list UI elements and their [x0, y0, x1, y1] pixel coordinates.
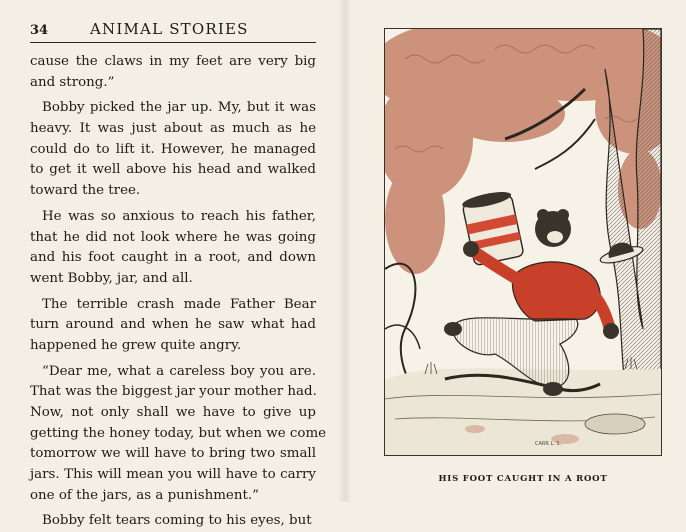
illustration-signature: CARR L. S. — [535, 441, 562, 447]
text-line: that he did not look where he was going — [30, 229, 316, 245]
illustration-bear-falling — [385, 29, 661, 455]
text-line: cause the claws in my feet are very big — [30, 54, 316, 69]
paragraph — [30, 362, 327, 507]
paragraph — [30, 52, 316, 93]
text-line: toward the tree. — [30, 183, 141, 199]
right-page — [350, 0, 686, 502]
text-line: and strong.” — [30, 74, 115, 90]
header-rule — [30, 42, 316, 43]
text-line: could do to lift it. However, he managed — [30, 141, 316, 157]
text-line: Bobby felt tears coming to his eyes, but — [42, 513, 312, 529]
page-header — [30, 20, 316, 42]
text-line: The terrible crash made Father Bear — [42, 296, 316, 312]
text-line: Now, not only shall we have to give up — [30, 405, 316, 420]
page-number: 34 — [30, 23, 49, 38]
text-line: Bobby picked the jar up. My, but it was — [42, 100, 316, 116]
text-line: turn around and when he saw what had — [30, 317, 316, 333]
paragraph — [30, 295, 316, 357]
paragraph — [30, 207, 316, 290]
text-line: jars. This will mean you will have to carry — [30, 467, 316, 483]
text-line: That was the biggest jar your mother had. — [30, 384, 317, 400]
paragraph — [30, 511, 316, 532]
running-head: ANIMAL STORIES — [90, 20, 249, 38]
text-line: happened he grew quite angry. — [30, 337, 242, 353]
paragraph — [30, 98, 316, 201]
ground — [385, 368, 661, 455]
text-line: “Dear me, what a careless boy you are. — [42, 363, 316, 379]
text-line: tomorrow we will have to bring two small — [30, 446, 316, 462]
illustration-caption: HIS FOOT CAUGHT IN A ROOT — [438, 474, 608, 484]
body-text — [30, 52, 327, 532]
text-line: heavy. It was just about as much as he — [30, 121, 316, 137]
text-line: went Bobby, jar, and all. — [30, 270, 193, 286]
illustration-plate — [384, 28, 662, 456]
text-line: and his foot caught in a root, and down — [30, 250, 316, 266]
text-line: one of the jars, as a punishment.” — [30, 487, 259, 503]
text-line: getting the honey today, but when we come — [30, 425, 327, 441]
text-line: He was so anxious to reach his father, — [42, 208, 316, 224]
text-line: to get it well above his head and walked — [30, 162, 316, 178]
